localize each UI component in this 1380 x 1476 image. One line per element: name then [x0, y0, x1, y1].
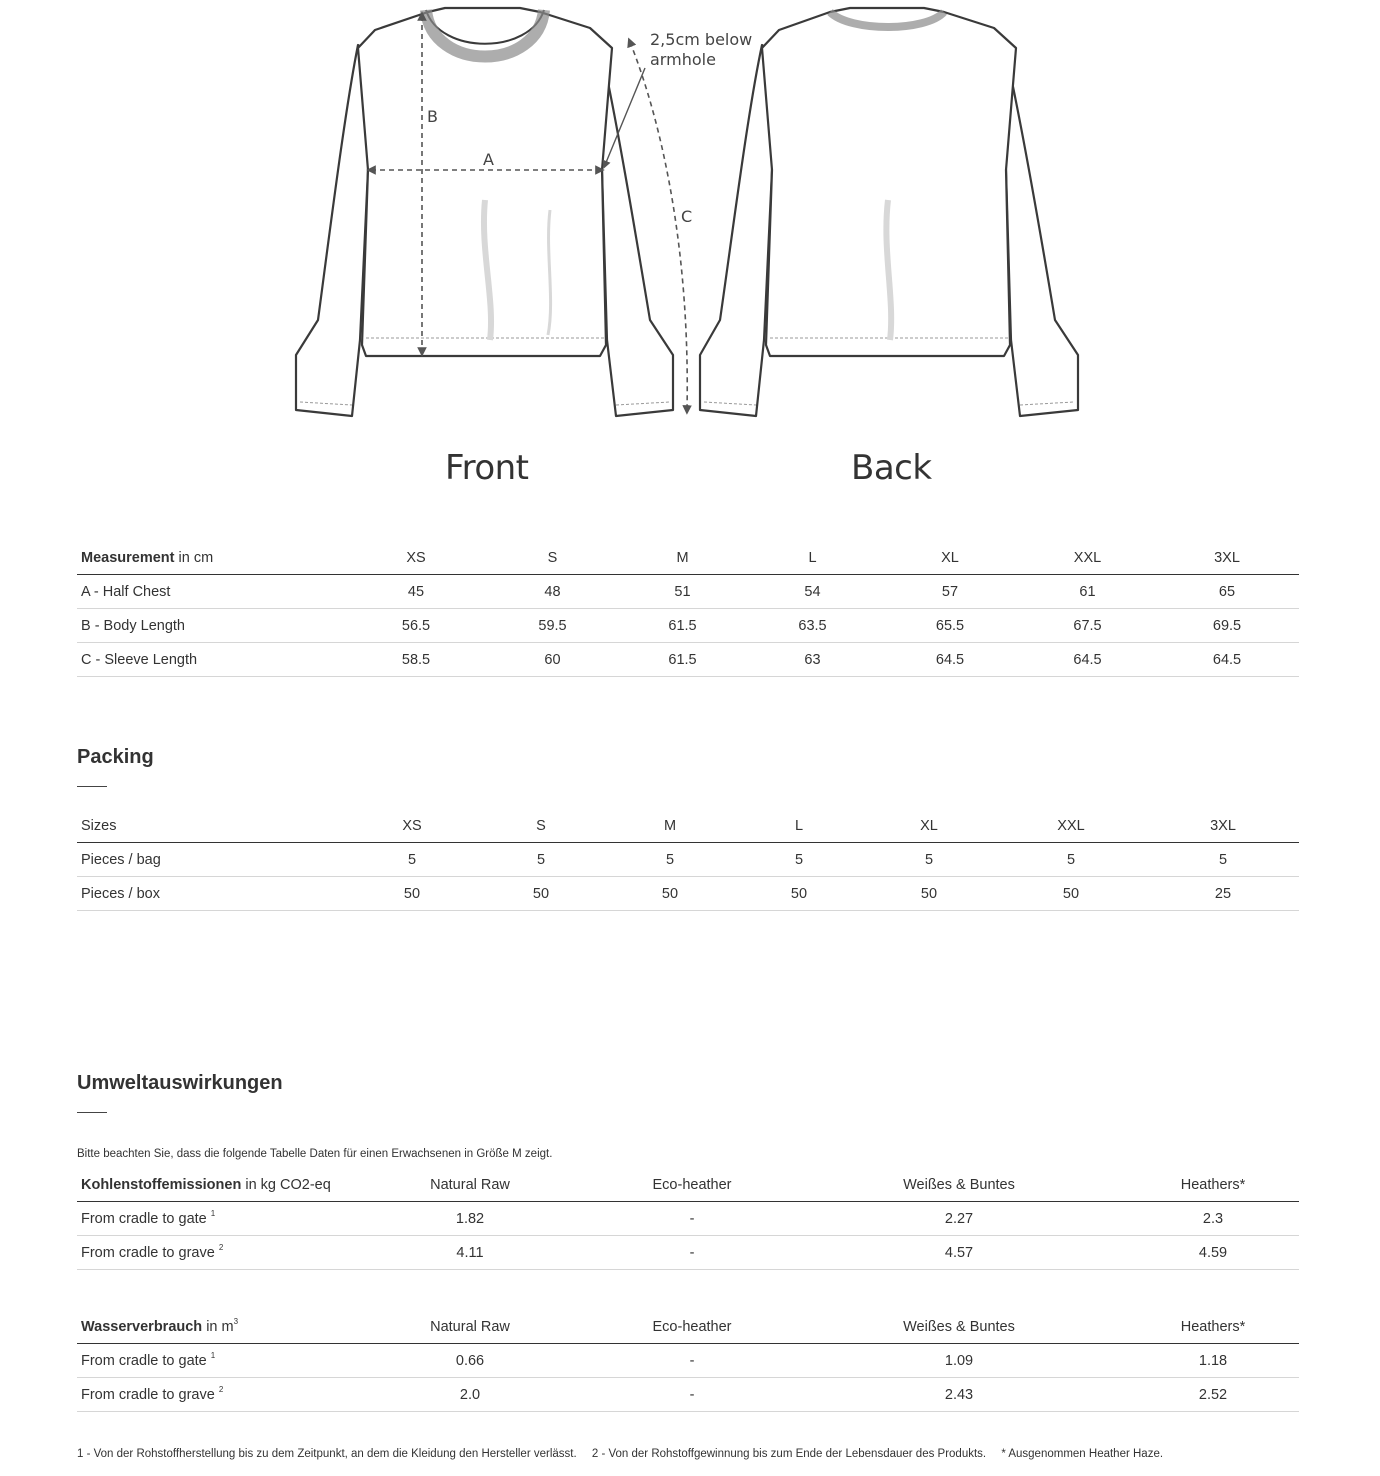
size-header: XXL: [1020, 541, 1155, 575]
armhole-note-line1: 2,5cm below: [650, 30, 753, 49]
size-header: XXL: [995, 809, 1147, 843]
row-label: B - Body Length: [77, 609, 347, 643]
table-cell: 5: [863, 843, 995, 877]
column-header: Weißes & Buntes: [791, 1168, 1127, 1202]
water-header-label: Wasserverbrauch in $m^3$: [77, 1310, 347, 1344]
packing-header-label: Sizes: [77, 809, 347, 843]
table-cell: 0.66: [347, 1344, 593, 1378]
column-header: Heathers*: [1127, 1168, 1299, 1202]
footnote-1: 1 - Von der Rohstoffherstellung bis zu dem Zeitpunkt, an dem die Kleidung den Hersteller verlässt.: [77, 1448, 577, 1460]
size-header: 3XL: [1155, 541, 1299, 575]
table-cell: 61.5: [620, 643, 745, 677]
size-header: L: [735, 809, 863, 843]
table-cell: 65: [1155, 575, 1299, 609]
column-header: Eco-heather: [593, 1310, 791, 1344]
front-view: [296, 8, 673, 416]
size-header: L: [745, 541, 880, 575]
table-cell: 25: [1147, 877, 1299, 911]
packing-title: Packing: [77, 746, 154, 768]
table-cell: -: [593, 1236, 791, 1270]
size-header: M: [620, 541, 745, 575]
title-divider: [77, 786, 107, 787]
back-label: Back: [851, 448, 932, 488]
table-cell: 67.5: [1020, 609, 1155, 643]
column-header: Heathers*: [1127, 1310, 1299, 1344]
measurement-header-row: [77, 541, 1299, 575]
column-header: Eco-heather: [593, 1168, 791, 1202]
size-header: XS: [347, 541, 485, 575]
packing-header-row: [77, 809, 1299, 843]
table-cell: 45: [347, 575, 485, 609]
table-cell: -: [593, 1378, 791, 1412]
table-row: [77, 1236, 1299, 1270]
dim-label-a: A: [483, 150, 494, 169]
table-cell: 63: [745, 643, 880, 677]
column-header: Natural Raw: [347, 1310, 593, 1344]
table-cell: 64.5: [1155, 643, 1299, 677]
table-cell: 58.5: [347, 643, 485, 677]
table-cell: 50: [735, 877, 863, 911]
row-label: A - Half Chest: [77, 575, 347, 609]
table-cell: 51: [620, 575, 745, 609]
table-cell: 5: [1147, 843, 1299, 877]
title-divider: [77, 1112, 107, 1113]
garment-diagram: [0, 0, 1380, 500]
table-cell: 4.11: [347, 1236, 593, 1270]
table-cell: 4.57: [791, 1236, 1127, 1270]
size-header: S: [485, 541, 620, 575]
size-header: XL: [880, 541, 1020, 575]
row-label: C - Sleeve Length: [77, 643, 347, 677]
size-header: XS: [347, 809, 477, 843]
table-cell: 50: [347, 877, 477, 911]
front-label: Front: [445, 448, 529, 488]
table-cell: 61: [1020, 575, 1155, 609]
packing-table: [77, 809, 1299, 911]
table-cell: 60: [485, 643, 620, 677]
table-cell: 64.5: [1020, 643, 1155, 677]
row-label: Pieces / box: [77, 877, 347, 911]
table-cell: 63.5: [745, 609, 880, 643]
measurement-section: [77, 541, 1299, 677]
table-cell: 5: [605, 843, 735, 877]
table-cell: -: [593, 1344, 791, 1378]
carbon-table-wrap: [77, 1168, 1299, 1270]
table-cell: 2.0: [347, 1378, 593, 1412]
table-cell: 50: [605, 877, 735, 911]
table-cell: 5: [347, 843, 477, 877]
dim-label-c: C: [681, 207, 693, 226]
environment-section: [77, 1072, 1299, 1113]
table-cell: 56.5: [347, 609, 485, 643]
measurement-table: [77, 541, 1299, 677]
table-row: [77, 1378, 1299, 1412]
table-cell: 1.18: [1127, 1344, 1299, 1378]
footnotes: [77, 1448, 1377, 1460]
table-cell: 65.5: [880, 609, 1020, 643]
table-cell: 2.27: [791, 1202, 1127, 1236]
carbon-header-label: Kohlenstoffemissionen in kg CO2-eq: [77, 1168, 347, 1202]
table-row: [77, 643, 1299, 677]
packing-section: [77, 746, 1299, 787]
row-label: Pieces / bag: [77, 843, 347, 877]
table-row: [77, 1202, 1299, 1236]
row-label: From cradle to grave $^2$: [77, 1378, 347, 1412]
table-cell: -: [593, 1202, 791, 1236]
table-cell: 59.5: [485, 609, 620, 643]
table-row: [77, 1344, 1299, 1378]
table-row: [77, 843, 1299, 877]
table-cell: 50: [477, 877, 605, 911]
measurement-header-label: Measurement in cm: [77, 541, 347, 575]
armhole-note-line2: armhole: [650, 50, 716, 69]
table-row: [77, 877, 1299, 911]
carbon-table: [77, 1168, 1299, 1270]
table-cell: 50: [995, 877, 1147, 911]
packing-table-wrap: [77, 809, 1299, 911]
table-cell: 5: [995, 843, 1147, 877]
table-cell: 2.3: [1127, 1202, 1299, 1236]
table-cell: 1.82: [347, 1202, 593, 1236]
table-cell: 61.5: [620, 609, 745, 643]
water-header-row: [77, 1310, 1299, 1344]
size-header: M: [605, 809, 735, 843]
table-cell: 50: [863, 877, 995, 911]
table-cell: 4.59: [1127, 1236, 1299, 1270]
table-cell: 2.43: [791, 1378, 1127, 1412]
footnote-2: 2 - Von der Rohstoffgewinnung bis zum Ende der Lebensdauer des Produkts.: [591, 1448, 987, 1460]
row-label: From cradle to gate $^1$: [77, 1202, 347, 1236]
table-cell: 5: [735, 843, 863, 877]
size-header: XL: [863, 809, 995, 843]
sweatshirt-sketch: [0, 0, 1380, 500]
environment-note: Bitte beachten Sie, dass die folgende Tabelle Daten für einen Erwachsenen in Größe M zeigt.: [77, 1148, 553, 1160]
row-label: From cradle to gate $^1$: [77, 1344, 347, 1378]
column-header: Weißes & Buntes: [791, 1310, 1127, 1344]
armhole-note: [650, 30, 770, 70]
table-cell: 5: [477, 843, 605, 877]
water-table-wrap: [77, 1310, 1299, 1412]
footnote-3: * Ausgenommen Heather Haze.: [1001, 1448, 1164, 1460]
water-table: [77, 1310, 1299, 1412]
column-header: Natural Raw: [347, 1168, 593, 1202]
table-cell: 69.5: [1155, 609, 1299, 643]
size-header: S: [477, 809, 605, 843]
environment-title: Umweltauswirkungen: [77, 1072, 283, 1094]
size-header: 3XL: [1147, 809, 1299, 843]
table-cell: 54: [745, 575, 880, 609]
table-row: [77, 575, 1299, 609]
table-row: [77, 609, 1299, 643]
row-label: From cradle to grave $^2$: [77, 1236, 347, 1270]
table-cell: 2.52: [1127, 1378, 1299, 1412]
carbon-header-row: [77, 1168, 1299, 1202]
table-cell: 64.5: [880, 643, 1020, 677]
table-cell: 1.09: [791, 1344, 1127, 1378]
dim-label-b: B: [427, 107, 438, 126]
table-cell: 57: [880, 575, 1020, 609]
table-cell: 48: [485, 575, 620, 609]
